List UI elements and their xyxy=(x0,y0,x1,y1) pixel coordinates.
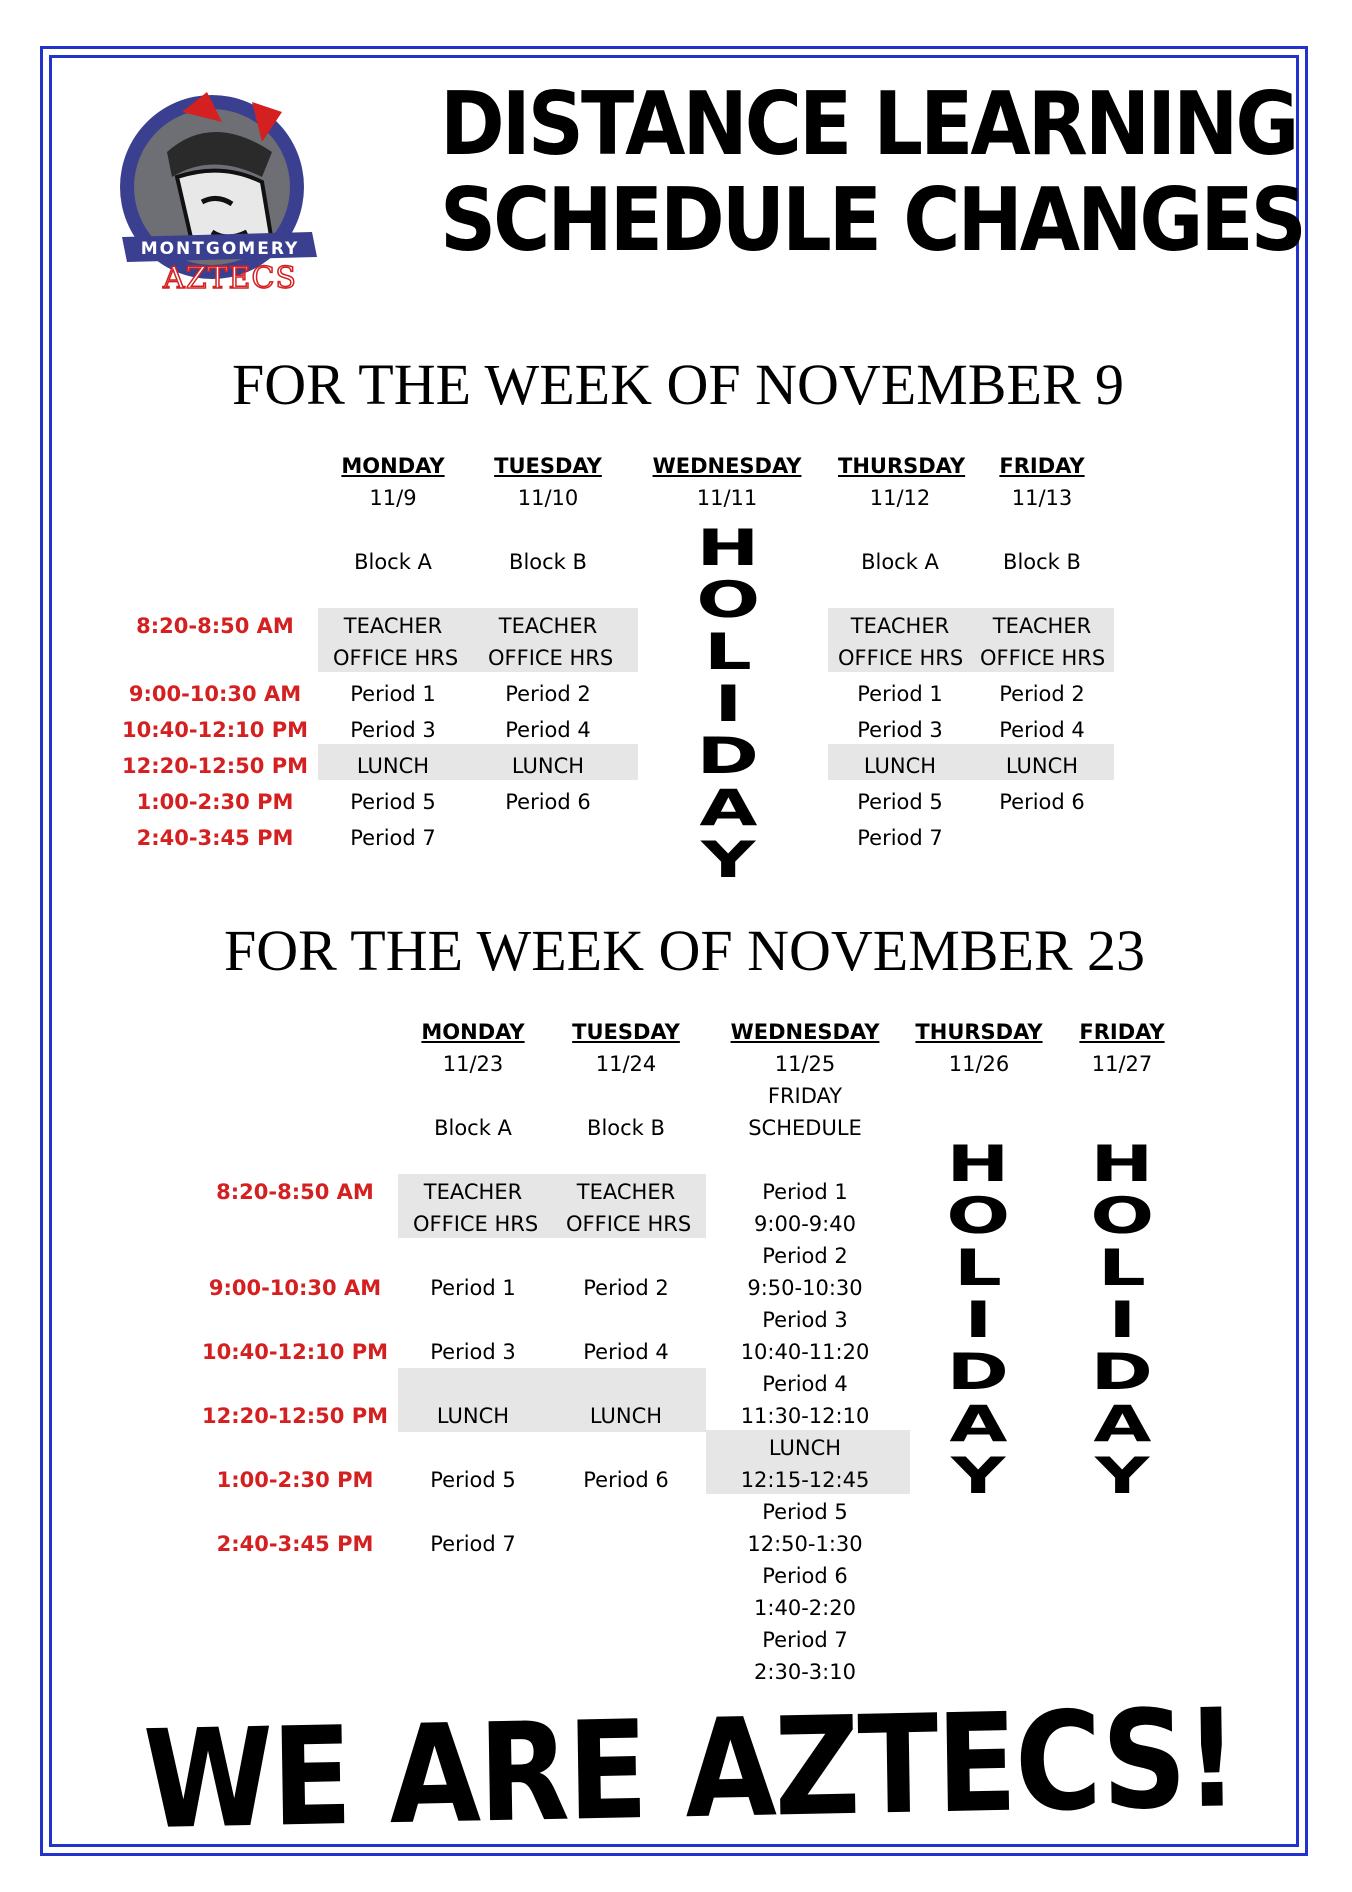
holiday-letter: O xyxy=(946,1187,1010,1245)
title-line-2: SCHEDULE CHANGES xyxy=(440,170,1304,272)
holiday-letter: D xyxy=(696,727,760,785)
week2-date-monday: 11/23 xyxy=(442,1052,504,1076)
holiday-letter: D xyxy=(1090,1343,1154,1401)
title-line-1: DISTANCE LEARNING xyxy=(440,74,1297,176)
week2-time-6: 2:40-3:45 PM xyxy=(216,1532,374,1556)
week1-fri-lunch: LUNCH xyxy=(1005,754,1079,778)
week1-mon-lunch: LUNCH xyxy=(356,754,430,778)
week2-wed-line: 10:40-11:20 xyxy=(740,1340,870,1364)
week2-office-tue-1: TEACHER xyxy=(576,1180,676,1204)
week2-wed-line: Period 2 xyxy=(762,1244,848,1268)
week2-wed-line: LUNCH xyxy=(768,1436,842,1460)
week1-wednesday-holiday xyxy=(696,519,760,889)
week1-date-friday: 11/13 xyxy=(1011,486,1073,510)
week1-office-tue-2: OFFICE HRS xyxy=(488,646,614,670)
week1-fri-p6: Period 6 xyxy=(999,790,1085,814)
week1-tue-lunch: LUNCH xyxy=(511,754,585,778)
week2-time-1: 8:20-8:50 AM xyxy=(216,1180,374,1204)
logo-text-bottom: AZTECS xyxy=(163,261,297,296)
week1-day-tuesday: TUESDAY xyxy=(494,454,602,478)
week2-time-5: 1:00-2:30 PM xyxy=(216,1468,374,1492)
week2-time-3: 10:40-12:10 PM xyxy=(201,1340,388,1364)
week1-office-fri-1: TEACHER xyxy=(992,614,1092,638)
week1-time-1: 8:20-8:50 AM xyxy=(136,614,294,638)
week2-wed-line: Period 3 xyxy=(762,1308,848,1332)
week2-wed-line: Period 5 xyxy=(762,1500,848,1524)
week2-wed-line: 11:30-12:10 xyxy=(740,1404,870,1428)
week1-mon-p5: Period 5 xyxy=(350,790,436,814)
week2-wed-line: 12:15-12:45 xyxy=(740,1468,870,1492)
week1-time-3: 10:40-12:10 PM xyxy=(121,718,308,742)
week1-thu-p3: Period 3 xyxy=(857,718,943,742)
week1-day-monday: MONDAY xyxy=(341,454,445,478)
week2-office-mon-2: OFFICE HRS xyxy=(413,1212,539,1236)
week2-wed-line: 1:40-2:20 xyxy=(754,1596,856,1620)
holiday-letter: A xyxy=(698,779,758,837)
holiday-letter: O xyxy=(696,571,760,629)
week1-time-4: 12:20-12:50 PM xyxy=(121,754,308,778)
week1-block-thursday: Block A xyxy=(861,550,939,574)
week2-wed-line: Period 1 xyxy=(762,1180,848,1204)
week1-thu-p5: Period 5 xyxy=(857,790,943,814)
week2-date-friday: 11/27 xyxy=(1091,1052,1153,1076)
holiday-letter: H xyxy=(946,1135,1010,1193)
week2-tue-p2: Period 2 xyxy=(583,1276,669,1300)
week1-day-thursday: THURSDAY xyxy=(838,454,966,478)
holiday-letter: H xyxy=(696,519,760,577)
week2-mon-p7: Period 7 xyxy=(430,1532,516,1556)
holiday-letter: A xyxy=(948,1395,1008,1453)
logo-text-top: MONTGOMERY xyxy=(140,239,300,259)
week1-block-friday: Block B xyxy=(1003,550,1081,574)
week2-day-monday: MONDAY xyxy=(421,1020,525,1044)
week2-date-tuesday: 11/24 xyxy=(595,1052,657,1076)
week2-tue-lunch: LUNCH xyxy=(589,1404,663,1428)
holiday-letter: O xyxy=(1090,1187,1154,1245)
week2-block-tuesday: Block B xyxy=(587,1116,665,1140)
week1-office-tue-1: TEACHER xyxy=(498,614,598,638)
week2-wed-line: 9:00-9:40 xyxy=(754,1212,856,1236)
week2-wed-extra1: FRIDAY xyxy=(767,1084,843,1108)
week2-day-wednesday: WEDNESDAY xyxy=(730,1020,880,1044)
week1-thu-p7: Period 7 xyxy=(857,826,943,850)
holiday-letter: L xyxy=(1098,1239,1146,1297)
week2-title: FOR THE WEEK OF NOVEMBER 23 xyxy=(224,918,1146,983)
week2-wed-line: 9:50-10:30 xyxy=(747,1276,863,1300)
week2-friday-holiday xyxy=(1090,1135,1154,1505)
week1-office-thu-1: TEACHER xyxy=(850,614,950,638)
week2-mon-lunch: LUNCH xyxy=(436,1404,510,1428)
week1-date-monday: 11/9 xyxy=(369,486,417,510)
holiday-letter: D xyxy=(946,1343,1010,1401)
week2-mon-p5: Period 5 xyxy=(430,1468,516,1492)
holiday-letter: H xyxy=(1090,1135,1154,1193)
week1-date-thursday: 11/12 xyxy=(869,486,931,510)
footer-slogan: WE ARE AZTECS! xyxy=(142,1678,1238,1860)
week1-fri-p4: Period 4 xyxy=(999,718,1085,742)
week1-day-wednesday: WEDNESDAY xyxy=(652,454,802,478)
holiday-letter: I xyxy=(964,1291,992,1349)
holiday-letter: L xyxy=(704,623,752,681)
week1-office-mon-2: OFFICE HRS xyxy=(333,646,459,670)
holiday-letter: Y xyxy=(1094,1447,1150,1505)
week1-mon-p3: Period 3 xyxy=(350,718,436,742)
week1-title: FOR THE WEEK OF NOVEMBER 9 xyxy=(232,352,1125,417)
week2-date-thursday: 11/26 xyxy=(948,1052,1010,1076)
week1-date-wednesday: 11/11 xyxy=(696,486,758,510)
aztecs-logo xyxy=(112,82,332,302)
week1-day-friday: FRIDAY xyxy=(999,454,1085,478)
week2-office-mon-1: TEACHER xyxy=(423,1180,523,1204)
week2-office-tue-2: OFFICE HRS xyxy=(566,1212,692,1236)
week1-tue-p6: Period 6 xyxy=(505,790,591,814)
week1-office-mon-1: TEACHER xyxy=(343,614,443,638)
holiday-letter: L xyxy=(954,1239,1002,1297)
week2-mon-p1: Period 1 xyxy=(430,1276,516,1300)
week1-fri-p2: Period 2 xyxy=(999,682,1085,706)
week1-time-5: 1:00-2:30 PM xyxy=(136,790,294,814)
week1-date-tuesday: 11/10 xyxy=(517,486,579,510)
week2-wed-extra2: SCHEDULE xyxy=(748,1116,862,1140)
week1-thu-p1: Period 1 xyxy=(857,682,943,706)
week2-day-tuesday: TUESDAY xyxy=(572,1020,680,1044)
week2-mon-p3: Period 3 xyxy=(430,1340,516,1364)
holiday-letter: A xyxy=(1092,1395,1152,1453)
week1-office-fri-2: OFFICE HRS xyxy=(980,646,1106,670)
week2-thursday-holiday xyxy=(946,1135,1010,1505)
week2-date-wednesday: 11/25 xyxy=(774,1052,836,1076)
holiday-letter: Y xyxy=(700,831,756,889)
week1-tue-p4: Period 4 xyxy=(505,718,591,742)
week1-thu-lunch: LUNCH xyxy=(863,754,937,778)
week2-wed-line: Period 6 xyxy=(762,1564,848,1588)
week1-mon-p1: Period 1 xyxy=(350,682,436,706)
week1-tue-p2: Period 2 xyxy=(505,682,591,706)
week2-day-friday: FRIDAY xyxy=(1079,1020,1165,1044)
week1-time-2: 9:00-10:30 AM xyxy=(128,682,302,706)
week2-wed-line: 2:30-3:10 xyxy=(754,1660,856,1684)
week2-wed-line: Period 7 xyxy=(762,1628,848,1652)
week2-time-2: 9:00-10:30 AM xyxy=(208,1276,382,1300)
week2-tue-p6: Period 6 xyxy=(583,1468,669,1492)
week1-block-monday: Block A xyxy=(354,550,432,574)
holiday-letter: I xyxy=(714,675,742,733)
week1-block-tuesday: Block B xyxy=(509,550,587,574)
holiday-letter: Y xyxy=(950,1447,1006,1505)
week2-wed-line: Period 4 xyxy=(762,1372,848,1396)
week1-mon-p7: Period 7 xyxy=(350,826,436,850)
week2-wed-line: 12:50-1:30 xyxy=(747,1532,863,1556)
week2-time-4: 12:20-12:50 PM xyxy=(201,1404,388,1428)
week2-block-monday: Block A xyxy=(434,1116,512,1140)
holiday-letter: I xyxy=(1108,1291,1136,1349)
week2-tue-p4: Period 4 xyxy=(583,1340,669,1364)
week2-day-thursday: THURSDAY xyxy=(915,1020,1043,1044)
week1-time-6: 2:40-3:45 PM xyxy=(136,826,294,850)
week1-office-thu-2: OFFICE HRS xyxy=(838,646,964,670)
